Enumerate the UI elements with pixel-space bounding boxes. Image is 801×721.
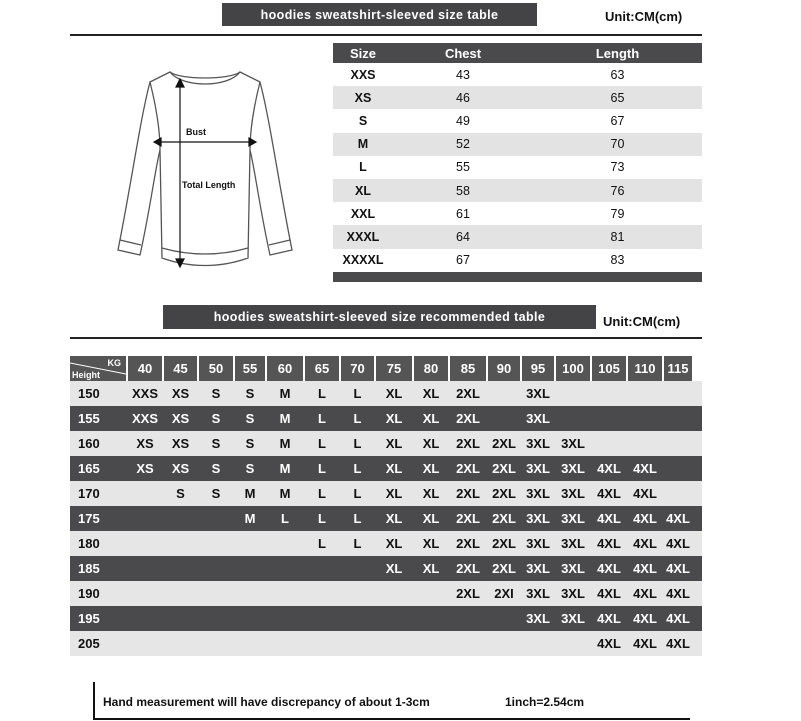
size-cell: XL — [385, 386, 403, 401]
middle-divider — [70, 337, 702, 339]
size-cell: 4XL — [597, 586, 621, 601]
size-cell: 3XL — [526, 561, 550, 576]
size-cell: 2XL — [456, 536, 480, 551]
weight-header-cell: 80 — [414, 356, 448, 381]
length-col-header: Length — [595, 45, 640, 61]
top-divider — [70, 34, 702, 36]
size-cell: 4XL — [633, 536, 657, 551]
weight-header-cell: 60 — [267, 356, 303, 381]
size-cell: 3XL — [526, 411, 550, 426]
weight-header-cell: 65 — [305, 356, 339, 381]
size-cell: 4XL — [666, 561, 690, 576]
size-cell: 3XL — [526, 486, 550, 501]
size-cell: M — [279, 486, 291, 501]
weight-header-cell: 95 — [522, 356, 554, 381]
size-cell: XL — [385, 486, 403, 501]
size-cell: 3XL — [561, 486, 585, 501]
size-cell: 4XL — [633, 611, 657, 626]
size-table-body — [333, 63, 702, 272]
size-cell: L — [353, 411, 362, 426]
size-cell: 3XL — [561, 561, 585, 576]
size-cell: XL — [422, 386, 440, 401]
weight-header-cell: 85 — [450, 356, 486, 381]
height-cell: 150 — [78, 386, 100, 401]
size-cell: 4XL — [633, 561, 657, 576]
size-cell: 4XL — [633, 461, 657, 476]
size-cell: 4XL — [597, 561, 621, 576]
length-cell: 70 — [610, 137, 625, 152]
height-cell: 185 — [78, 561, 100, 576]
size-cell: XXS — [131, 386, 158, 401]
size-table-header — [333, 43, 702, 63]
weight-header-cell: 115 — [664, 356, 692, 381]
weight-header-cell: 50 — [199, 356, 233, 381]
size-cell: S — [245, 386, 255, 401]
size-cell: M — [244, 511, 256, 526]
size-cell: XS — [171, 436, 190, 451]
kg-label: KG — [107, 358, 121, 368]
size-cell: 3XL — [561, 586, 585, 601]
size-cell: XL — [422, 486, 440, 501]
size-row — [333, 156, 702, 179]
size-cell: 3XL — [526, 436, 550, 451]
height-row — [70, 606, 702, 631]
length-cell: 76 — [610, 183, 625, 198]
size-cell: 4XL — [597, 536, 621, 551]
size-cell: 3XL — [526, 586, 550, 601]
kg-height-corner — [70, 356, 126, 381]
height-cell: 155 — [78, 411, 100, 426]
measurement-note: Hand measurement will have discrepancy of about 1-3cm — [103, 695, 430, 709]
size-cell: S — [211, 386, 221, 401]
total-length-label: Total Length — [182, 180, 236, 190]
height-row — [70, 631, 702, 656]
size-cell: 4XL — [597, 611, 621, 626]
size-cell: 4XL — [666, 511, 690, 526]
height-row — [70, 481, 702, 506]
size-table — [333, 43, 702, 282]
size-cell: 4XL — [666, 611, 690, 626]
length-cell: 81 — [610, 229, 625, 244]
inch-conversion: 1inch=2.54cm — [505, 695, 585, 709]
size-cell: XL — [422, 511, 440, 526]
size-cell: L — [353, 461, 362, 476]
size-cell: XS — [136, 461, 154, 476]
size-cell: 2XL — [456, 486, 480, 501]
height-cell: 205 — [78, 636, 100, 651]
height-row — [70, 556, 702, 581]
height-row — [70, 406, 702, 431]
length-cell: 73 — [610, 160, 625, 175]
size-cell: XS — [171, 461, 190, 476]
size-cell: XS — [354, 90, 372, 105]
size-cell: 2XL — [492, 511, 516, 526]
height-row — [70, 431, 702, 456]
size-cell: S — [176, 486, 185, 501]
size-cell: 2XL — [456, 386, 480, 401]
size-cell: 3XL — [526, 536, 550, 551]
size-table-footer-bar — [333, 272, 702, 282]
height-row — [70, 381, 702, 406]
size-cell: XL — [422, 561, 440, 576]
size-cell: 3XL — [561, 461, 585, 476]
size-cell: XL — [385, 461, 403, 476]
size-table-unit: Unit:CM(cm) — [605, 9, 683, 24]
size-cell: L — [353, 386, 362, 401]
size-cell: 4XL — [633, 511, 657, 526]
sweatshirt-diagram — [110, 60, 300, 275]
size-cell: L — [281, 511, 289, 526]
size-cell: XS — [136, 436, 154, 451]
chest-cell: 49 — [456, 113, 470, 128]
height-cell: 180 — [78, 536, 100, 551]
size-cell: XL — [385, 561, 403, 576]
size-row — [333, 86, 702, 109]
size-cell: 4XL — [633, 486, 657, 501]
height-row — [70, 456, 702, 481]
size-cell: L — [353, 436, 362, 451]
size-col-header: Size — [349, 45, 376, 61]
size-cell: 4XL — [597, 486, 621, 501]
size-cell: XL — [385, 436, 403, 451]
size-cell: XXXXL — [342, 253, 384, 268]
size-row — [333, 202, 702, 225]
size-cell: 2XL — [456, 586, 480, 601]
size-cell: L — [318, 386, 326, 401]
size-cell: M — [279, 411, 291, 426]
size-cell: 2XL — [456, 461, 480, 476]
size-cell: S — [211, 411, 221, 426]
size-cell: XL — [385, 511, 403, 526]
size-cell: 3XL — [526, 511, 550, 526]
size-cell: 3XL — [561, 436, 585, 451]
size-row — [333, 133, 702, 156]
height-row — [70, 581, 702, 606]
size-cell: 2XL — [492, 461, 516, 476]
size-cell: 2XL — [456, 511, 480, 526]
size-cell: XXS — [350, 67, 376, 82]
size-cell: 4XL — [666, 636, 690, 651]
length-cell: 83 — [610, 253, 625, 268]
size-cell: S — [245, 461, 255, 476]
size-cell: XL — [422, 536, 440, 551]
recommended-table-unit: Unit:CM(cm) — [603, 314, 681, 329]
size-cell: 2XL — [492, 486, 516, 501]
sweatshirt-outline — [110, 60, 300, 275]
weight-header-cell: 40 — [128, 356, 162, 381]
length-cell: 63 — [610, 67, 625, 82]
size-cell: 2XL — [456, 411, 480, 426]
size-row — [333, 109, 702, 132]
chest-cell: 52 — [456, 137, 470, 152]
weight-header-cell: 105 — [592, 356, 626, 381]
size-cell: L — [318, 536, 326, 551]
size-cell: M — [357, 137, 369, 152]
size-cell: 4XL — [666, 536, 690, 551]
size-cell: 2XL — [492, 561, 516, 576]
size-cell: XL — [422, 411, 440, 426]
size-cell: XL — [385, 536, 403, 551]
height-cell: 175 — [78, 511, 100, 526]
size-cell: XXXL — [346, 229, 380, 244]
weight-header-row — [70, 356, 702, 381]
size-cell: L — [318, 436, 326, 451]
weight-header-cell: 110 — [628, 356, 662, 381]
size-cell: 2XL — [456, 436, 480, 451]
size-cell: 4XL — [597, 511, 621, 526]
size-cell: L — [353, 536, 362, 551]
size-cell: 3XL — [526, 611, 550, 626]
height-row — [70, 506, 702, 531]
size-cell: S — [358, 113, 368, 128]
height-label: Height — [72, 370, 100, 380]
recommended-table-banner: hoodies sweatshirt-sleeved size recommended table — [163, 305, 596, 329]
length-cell: 65 — [610, 90, 625, 105]
bust-label: Bust — [186, 127, 206, 137]
size-cell: XS — [171, 411, 190, 426]
size-cell: S — [245, 411, 255, 426]
weight-header-cell: 90 — [488, 356, 520, 381]
size-cell: 2XL — [492, 536, 516, 551]
weight-header-cell: 45 — [164, 356, 197, 381]
weight-header-cell: 75 — [376, 356, 412, 381]
size-cell: 3XL — [561, 511, 585, 526]
weight-header-cell: 100 — [556, 356, 590, 381]
size-cell: XL — [355, 183, 371, 198]
weight-header-cell: 70 — [341, 356, 374, 381]
height-cell: 160 — [78, 436, 100, 451]
chest-col-header: Chest — [444, 45, 482, 61]
size-cell: XXS — [131, 411, 158, 426]
size-cell: L — [353, 511, 362, 526]
size-cell: XL — [385, 411, 403, 426]
height-cell: 165 — [78, 461, 100, 476]
size-cell: M — [279, 461, 291, 476]
chest-cell: 67 — [456, 253, 470, 268]
length-cell: 79 — [610, 206, 625, 221]
size-cell: XS — [171, 386, 190, 401]
chest-cell: 58 — [456, 183, 470, 198]
size-cell: 2XL — [492, 436, 516, 451]
size-cell: 3XL — [526, 386, 550, 401]
size-cell: 3XL — [561, 536, 585, 551]
size-cell: L — [318, 511, 326, 526]
height-cell: 195 — [78, 611, 100, 626]
size-table-banner: hoodies sweatshirt-sleeved size table — [222, 3, 537, 26]
size-cell: 3XL — [561, 611, 585, 626]
size-row — [333, 249, 702, 272]
height-cell: 190 — [78, 586, 100, 601]
size-cell: XL — [422, 436, 440, 451]
size-cell: L — [318, 461, 326, 476]
chest-cell: 46 — [456, 90, 470, 105]
chest-cell: 64 — [456, 229, 470, 244]
size-cell: 4XL — [633, 586, 657, 601]
size-cell: 4XL — [597, 461, 621, 476]
size-cell: L — [353, 486, 362, 501]
length-cell: 67 — [610, 113, 625, 128]
size-cell: 4XL — [633, 636, 657, 651]
size-cell: S — [245, 436, 255, 451]
size-row — [333, 179, 702, 202]
size-cell: S — [211, 461, 221, 476]
size-cell: 4XL — [666, 586, 690, 601]
chest-cell: 43 — [456, 67, 470, 82]
height-cell: 170 — [78, 486, 100, 501]
size-cell: 3XL — [526, 461, 550, 476]
size-cell: S — [211, 486, 221, 501]
size-cell: XXL — [350, 206, 376, 221]
height-row — [70, 531, 702, 556]
size-cell: S — [211, 436, 221, 451]
size-row — [333, 63, 702, 86]
chest-cell: 61 — [456, 206, 470, 221]
recommended-table-body — [70, 381, 702, 656]
size-cell: M — [244, 486, 256, 501]
size-cell: M — [279, 386, 291, 401]
size-cell: XL — [422, 461, 440, 476]
size-cell: L — [318, 486, 326, 501]
size-row — [333, 225, 702, 248]
size-cell: L — [359, 160, 367, 175]
size-cell: M — [279, 436, 291, 451]
chest-cell: 55 — [456, 160, 470, 175]
size-cell: 2XI — [494, 586, 514, 601]
size-cell: L — [318, 411, 326, 426]
weight-header-cell: 55 — [235, 356, 265, 381]
size-cell: 2XL — [456, 561, 480, 576]
size-cell: 4XL — [597, 636, 621, 651]
recommended-table — [70, 356, 702, 656]
